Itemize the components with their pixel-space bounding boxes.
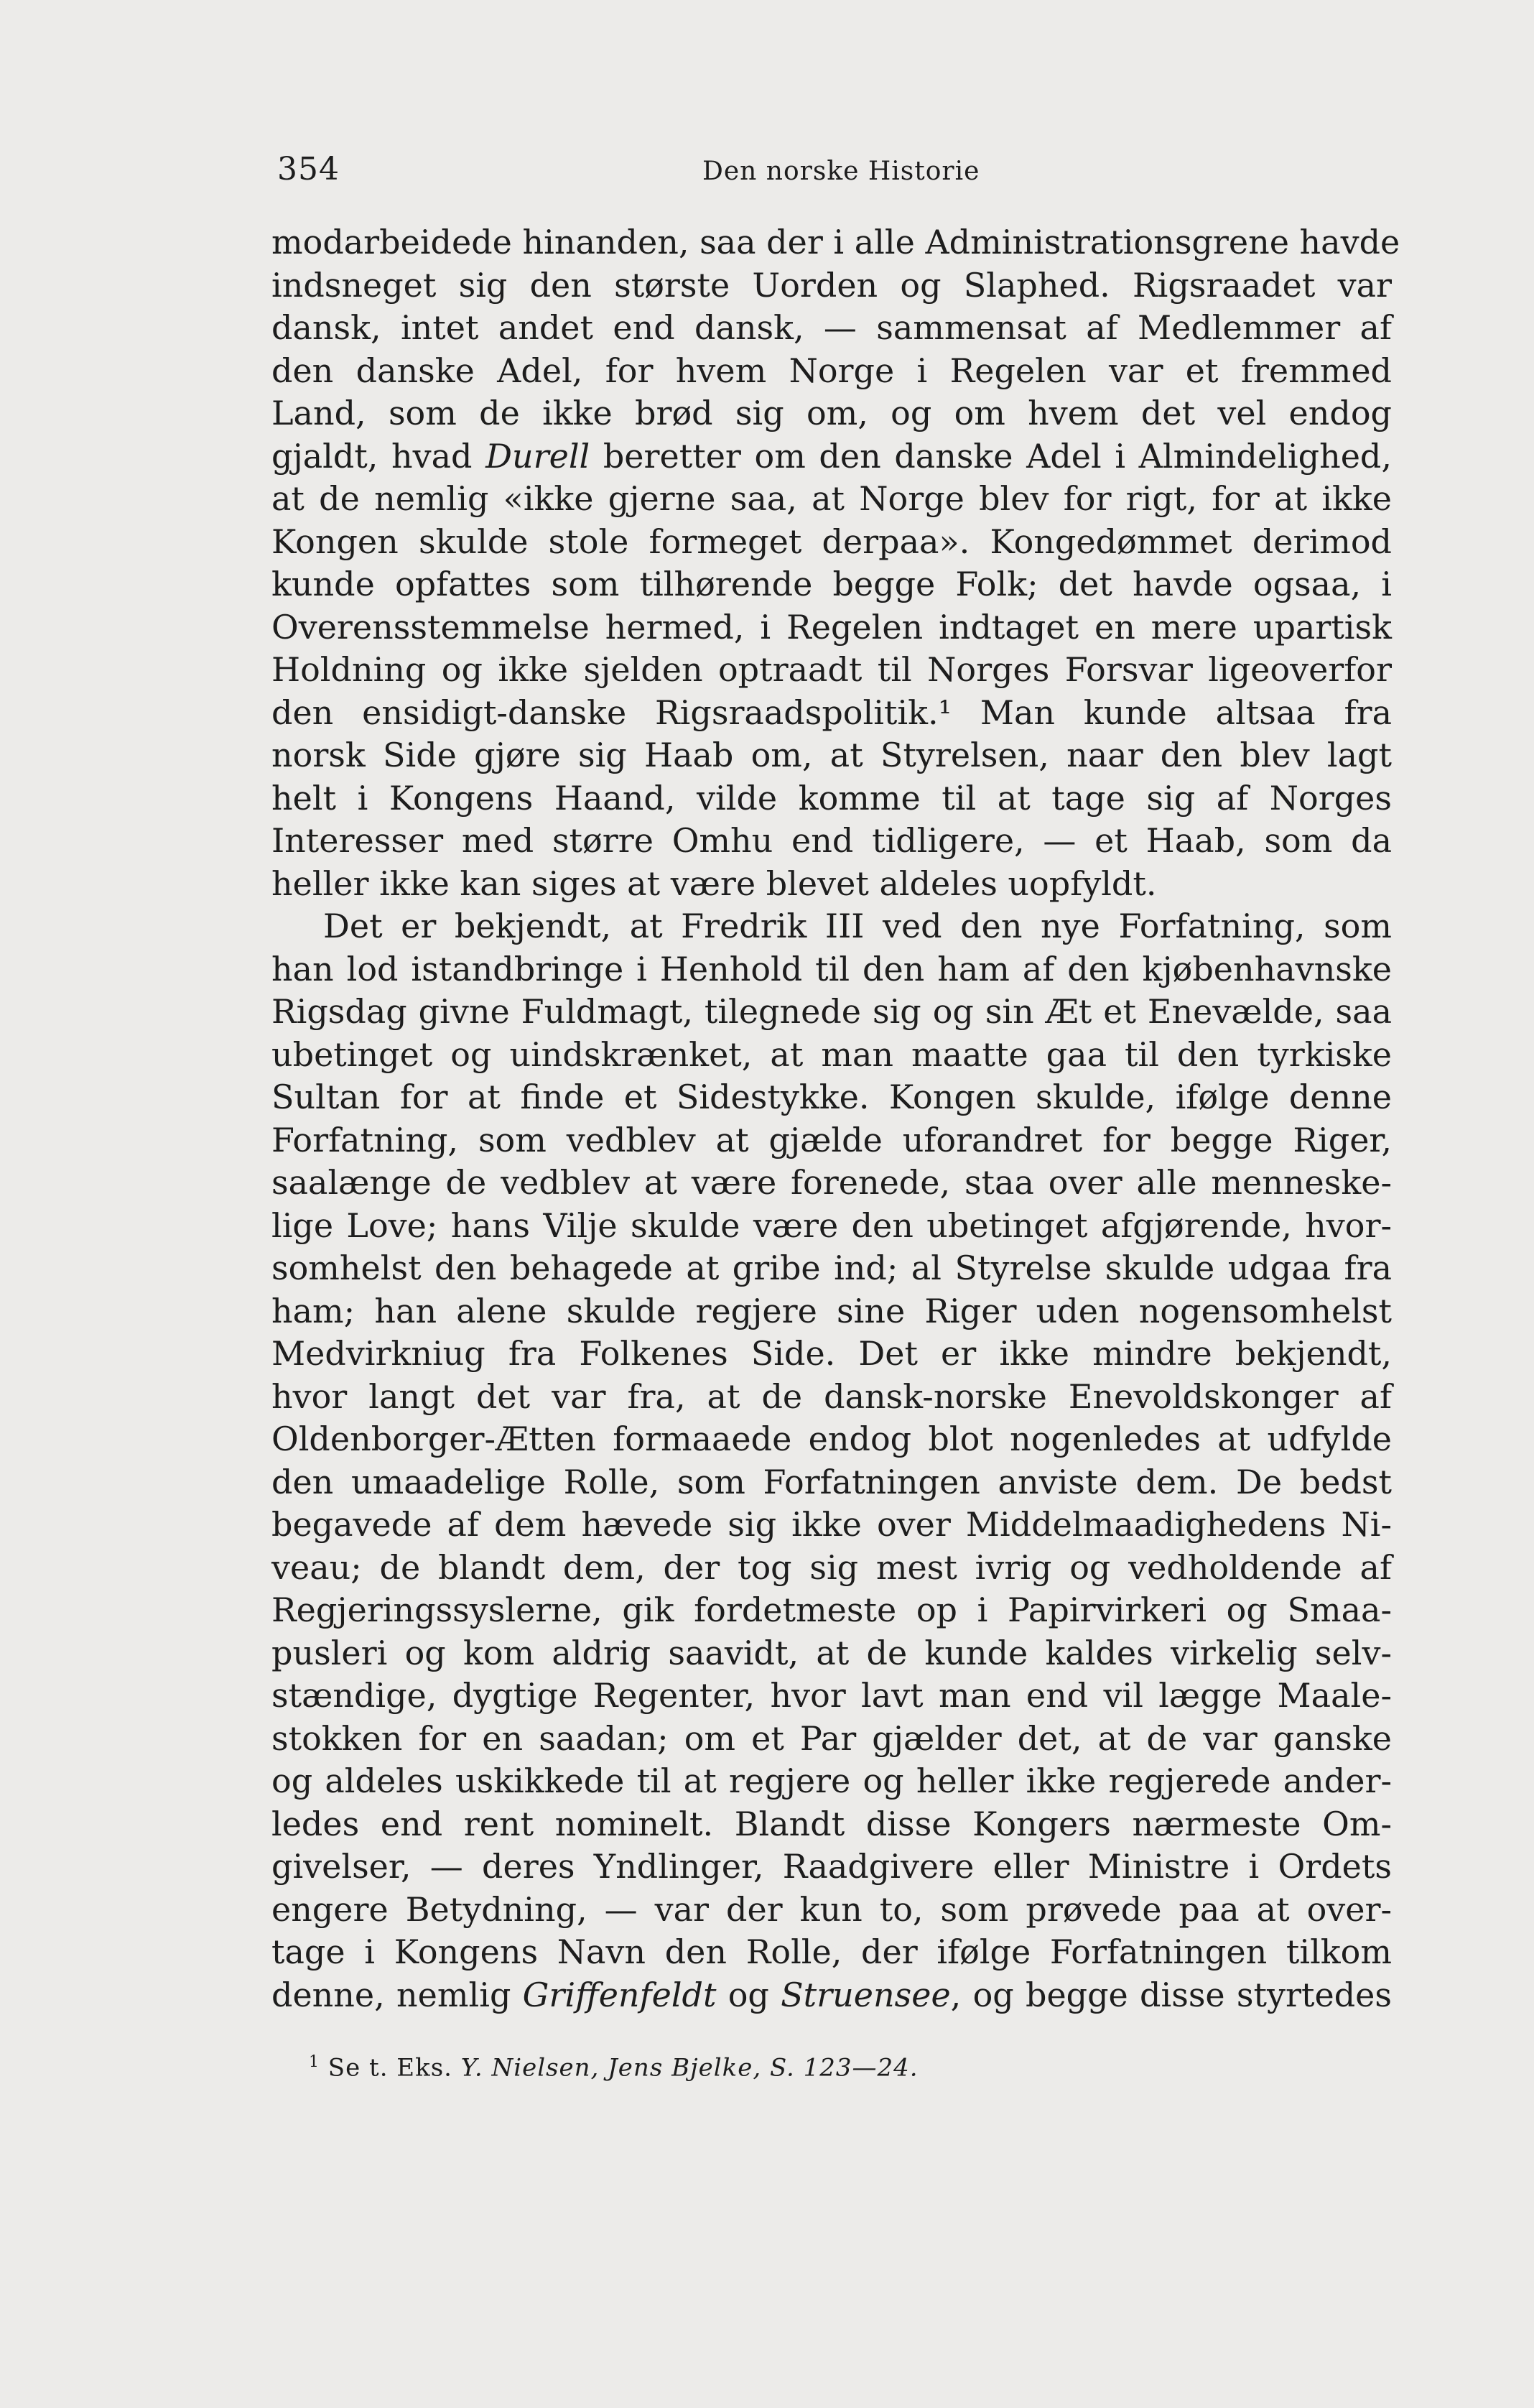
text-line (271, 1076, 1392, 1119)
text-segment: Regjeringssyslerne, gik fordetmeste op i Papirvirkeri og Smaa- (271, 1590, 1392, 1629)
text-line (271, 264, 1392, 307)
text-segment: modarbeidede hinanden, saa der i alle Administrationsgrene havde (271, 223, 1400, 261)
text-segment: stændige, dygtige Regenter, hvor lavt man end vil lægge Maale- (271, 1676, 1392, 1715)
text-segment: Holdning og ikke sjelden optraadt til Norges Forsvar ligeoverfor (271, 650, 1392, 689)
text-line (271, 1974, 1392, 2017)
text-segment: helt i Kongens Haand, vilde komme til at tage sig af Norges (271, 778, 1392, 818)
footnote (309, 2053, 919, 2082)
text-line (271, 307, 1392, 350)
text-segment: ledes end rent nominelt. Blandt disse Kongers nærmeste Om- (271, 1804, 1392, 1843)
text-line (271, 1760, 1392, 1803)
text-segment: givelser, — deres Yndlinger, Raadgivere eller Ministre i Ordets (271, 1847, 1392, 1886)
italic-name: Durell (485, 436, 590, 476)
text-segment: , og begge disse styrtedes (950, 1975, 1392, 2014)
text-segment: veau; de blandt dem, der tog sig mest ivrig og vedholdende af (271, 1547, 1392, 1587)
text-segment: Kongen skulde stole formeget derpaa». Kongedømmet derimod (271, 522, 1392, 561)
footnote-text (320, 2053, 919, 2082)
text-segment: Interesser med større Omhu end tidligere, — et Haab, som da (271, 821, 1392, 860)
text-line (271, 478, 1392, 521)
text-line (271, 392, 1392, 435)
text-segment: dansk, intet andet end dansk, — sammensat af Medlemmer af (271, 308, 1392, 347)
text-line (271, 1162, 1392, 1205)
text-line (271, 734, 1392, 777)
footnote-marker: 1 (309, 2053, 320, 2071)
text-line (271, 820, 1392, 863)
text-segment: Oldenborger-Ætten formaaede endog blot nogenledes at udfylde (271, 1420, 1392, 1458)
text-line (271, 1205, 1392, 1248)
text-line (271, 1846, 1392, 1889)
text-line (271, 1247, 1392, 1290)
text-segment: pusleri og kom aldrig saavidt, at de kunde kaldes virkelig selv- (271, 1633, 1392, 1672)
text-segment: gjaldt, hvad (271, 436, 486, 476)
text-line (271, 1461, 1392, 1504)
text-segment: Overensstemmelse hermed, i Regelen indtaget en mere upartisk (271, 607, 1392, 647)
text-segment: og aldeles uskikkede til at regjere og heller ikke regjerede ander- (271, 1761, 1392, 1800)
text-segment: ubetinget og uindskrænket, at man maatte gaa til den tyrkiske (271, 1034, 1392, 1074)
text-line (271, 1333, 1392, 1376)
running-title: Den norske Historie (702, 157, 980, 186)
text-line (271, 521, 1392, 564)
text-line (271, 1632, 1392, 1675)
text-segment: Forfatning, som vedblev at gjælde uforandret for begge Riger, (271, 1120, 1392, 1159)
text-line (271, 1931, 1392, 1974)
text-line (271, 1675, 1392, 1718)
text-segment: norsk Side gjøre sig Haab om, at Styrelsen, naar den blev lagt (271, 736, 1392, 774)
text-segment: den umaadelige Rolle, som Forfatningen anviste dem. De bedst (271, 1462, 1392, 1501)
text-line (271, 649, 1392, 692)
text-segment: at de nemlig «ikke gjerne saa, at Norge blev for rigt, for at ikke (271, 479, 1392, 518)
text-line (271, 350, 1392, 393)
body-text (271, 221, 1400, 2016)
text-line (271, 991, 1392, 1034)
text-segment: hvor langt det var fra, at de dansk-norske Enevoldskonger af (271, 1376, 1392, 1416)
text-segment: Det er bekjendt, at Fredrik III ved den nye Forfatning, som (323, 907, 1392, 945)
text-segment: heller ikke kan siges at være blevet aldeles uopfyldt. (271, 863, 1157, 903)
text-line (271, 1889, 1392, 1932)
text-line (271, 606, 1392, 649)
text-line (271, 1803, 1392, 1846)
text-segment: engere Betydning, — var der kun to, som prøvede paa at over- (271, 1889, 1392, 1929)
text-line (271, 1718, 1392, 1761)
text-line (271, 1547, 1392, 1590)
text-line (271, 905, 1392, 948)
text-line (271, 1589, 1392, 1632)
page-number: 354 (277, 151, 340, 187)
text-line (271, 1119, 1392, 1162)
text-line (271, 1034, 1392, 1077)
text-line (271, 1290, 1392, 1333)
text-segment: lige Love; hans Vilje skulde være den ubetinget afgjørende, hvor- (271, 1205, 1392, 1245)
text-segment: indsneget sig den største Uorden og Slaphed. Rigsraadet var (271, 265, 1392, 305)
text-segment: saalænge de vedblev at være forenede, staa over alle menneske- (271, 1163, 1392, 1202)
italic-name: Struensee (781, 1975, 951, 2014)
text-segment: og (716, 1975, 781, 2014)
text-segment: tage i Kongens Navn den Rolle, der ifølge Forfatningen tilkom (271, 1932, 1392, 1971)
footnote-citation: Y. Nielsen, Jens Bjelke, S. 123—24. (460, 2053, 919, 2083)
text-line (271, 692, 1392, 735)
text-line (271, 563, 1392, 606)
text-line (271, 1418, 1392, 1461)
text-line (271, 948, 1392, 991)
text-segment: somhelst den behagede at gribe ind; al Styrelse skulde udgaa fra (271, 1249, 1392, 1287)
text-segment: denne, nemlig (271, 1975, 523, 2014)
text-segment: Sultan for at finde et Sidestykke. Kongen skulde, ifølge denne (271, 1078, 1392, 1116)
text-segment: kunde opfattes som tilhørende begge Folk; det havde ogsaa, i (271, 565, 1392, 603)
text-segment: beretter om den danske Adel i Almindelighed, (590, 436, 1392, 476)
text-line (271, 221, 1400, 264)
text-segment: begavede af dem hævede sig ikke over Middelmaadighedens Ni- (271, 1505, 1392, 1544)
text-segment: den danske Adel, for hvem Norge i Regelen var et fremmed (271, 351, 1392, 390)
footnote-segment: Se t. Eks. (320, 2053, 461, 2083)
text-segment: Land, som de ikke brød sig om, og om hvem det vel endog (271, 394, 1392, 432)
text-segment: Rigsdag givne Fuldmagt, tilegnede sig og sin Æt et Enevælde, saa (271, 992, 1392, 1031)
text-line (271, 1376, 1392, 1419)
text-line (271, 777, 1392, 820)
text-segment: stokken for en saadan; om et Par gjælder det, at de var ganske (271, 1718, 1392, 1758)
italic-name: Griffenfeldt (522, 1975, 717, 2014)
text-segment: han lod istandbringe i Henhold til den ham af den kjøbenhavnske (271, 949, 1392, 988)
text-segment: den ensidigt-danske Rigsraadspolitik.¹ Man kunde altsaa fra (271, 693, 1392, 732)
text-line (271, 435, 1392, 478)
text-line (271, 1504, 1392, 1547)
text-segment: Medvirkniug fra Folkenes Side. Det er ikke mindre bekjendt, (271, 1334, 1392, 1373)
text-segment: ham; han alene skulde regjere sine Riger uden nogensomhelst (271, 1291, 1392, 1330)
text-line (271, 863, 1392, 906)
